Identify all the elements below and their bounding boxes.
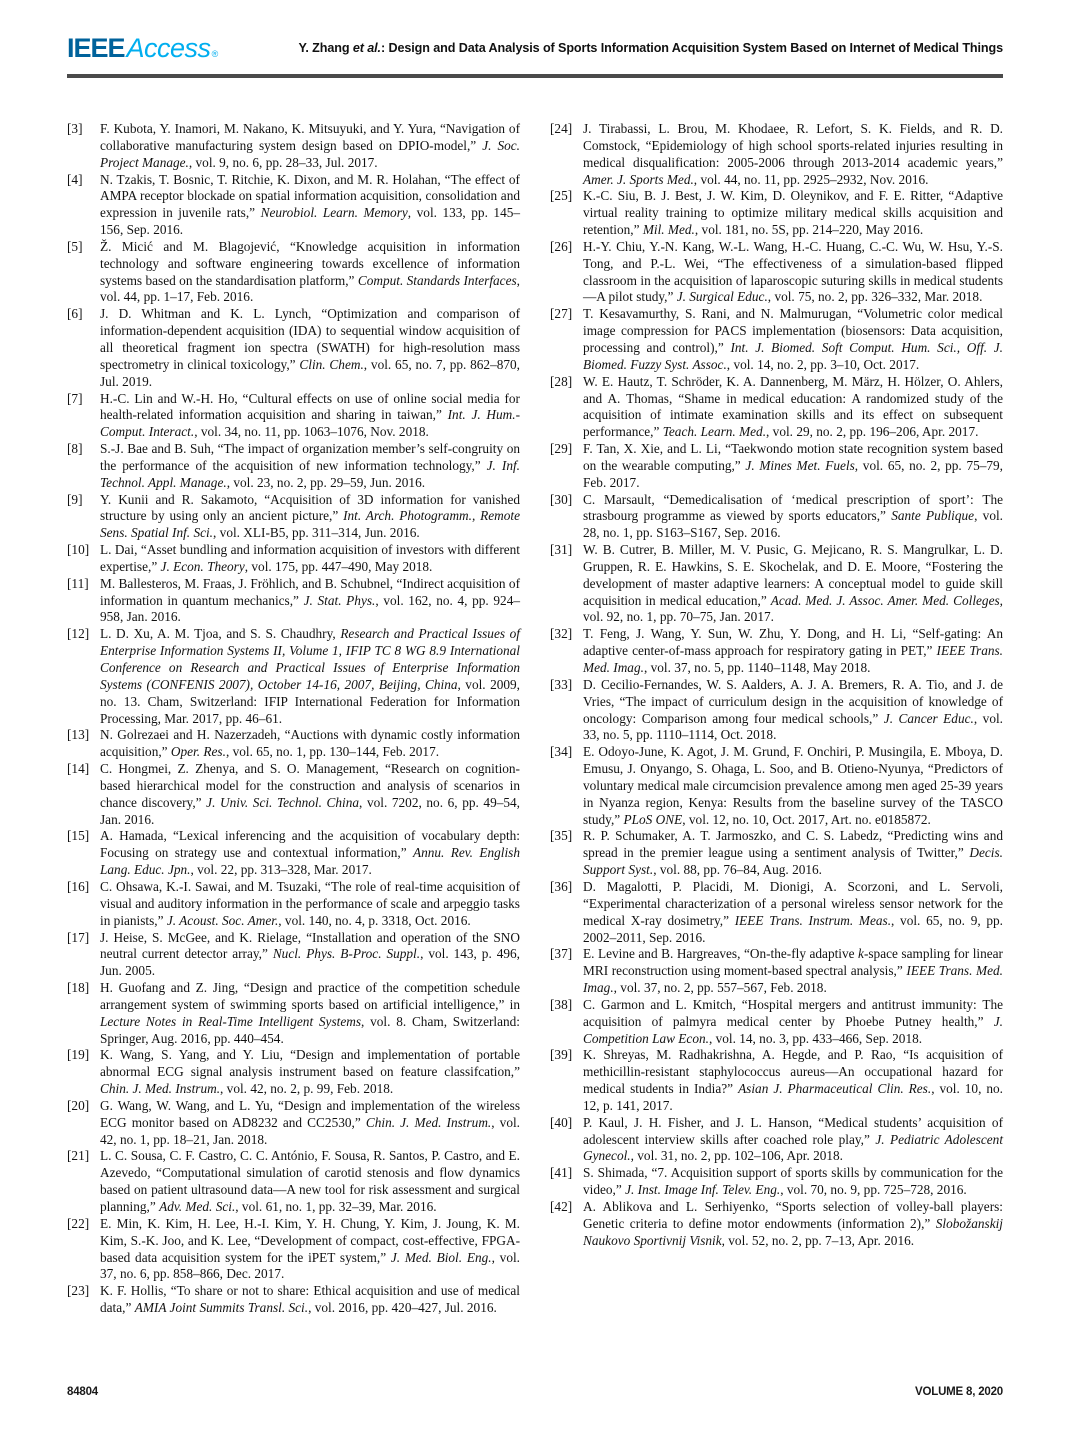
reference-item (67, 1098, 520, 1149)
reference-number: [35] (550, 828, 573, 844)
reference-item (67, 441, 520, 492)
reference-text: J. Heise, S. McGee, and K. Rielage, “Installation and operation of the SNO neutral current detector array,” Nucl. Phys. B-Proc. Suppl., vol. 143, p. 496, Jun. 2005. (100, 929, 520, 979)
reference-number: [30] (550, 491, 573, 507)
reference-item (550, 188, 1003, 239)
reference-number: [32] (550, 626, 573, 642)
reference-item (550, 1115, 1003, 1166)
reference-item (550, 1165, 1003, 1199)
reference-item (550, 879, 1003, 946)
reference-number: [25] (550, 188, 573, 204)
reference-number: [27] (550, 306, 573, 322)
reference-text: Ž. Micić and M. Blagojević, “Knowledge acquisition in information technology and software engineering towards excellence of information systems based on the standardisation platform,” Comput. Standards Interfaces, vol. 44, pp. 1–17, Feb. 2016. (100, 238, 520, 305)
reference-item (550, 744, 1003, 828)
reference-item (550, 677, 1003, 744)
running-title-text: : Design and Data Analysis of Sports Information Acquisition System Based on Internet of Medical Things (380, 41, 1003, 55)
reference-number: [28] (550, 373, 573, 389)
reference-text: W. B. Cutrer, B. Miller, M. V. Pusic, G. Mejicano, R. S. Mangrulkar, L. D. Gruppen, R. E. Hawkins, S. E. Skochelak, and D. E. Moore, “Fostering the development of master adaptive learners: A conceptual model to guide skill acquisition in medical education,” Acad. Med. J. Assoc. Amer. Med. Colleges, vol. 92, no. 1, pp. 70–75, Jan. 2017. (583, 542, 1003, 625)
reference-text: G. Wang, W. Wang, and L. Yu, “Design and implementation of the wireless ECG monitor based on AD8232 and CC2530,” Chin. J. Med. Instrum., vol. 42, no. 1, pp. 18–21, Jan. 2018. (100, 1097, 520, 1147)
reference-item (67, 879, 520, 930)
references-left-column (67, 121, 520, 1317)
reference-number: [39] (550, 1047, 573, 1063)
reference-item (550, 828, 1003, 879)
reference-number: [16] (67, 878, 90, 894)
reference-text: T. Kesavamurthy, S. Rani, and N. Malmurugan, “Volumetric color medical image compression for PACS implementation (biosensors: Data acquisition, processing and control),” Int. J. Biomed. Soft Comput. Hum. Sci., Off. J. Biomed. Fuzzy Syst. Assoc., vol. 14, no. 2, pp. 3–10, Oct. 2017. (583, 306, 1004, 372)
reference-item (550, 441, 1003, 492)
reference-item (67, 1283, 520, 1317)
running-title-authors: Y. Zhang (298, 41, 353, 55)
reference-number: [3] (67, 121, 83, 136)
reference-text: K.-C. Siu, B. J. Best, J. W. Kim, D. Oleynikov, and F. E. Ritter, “Adaptive virtual reality training to optimize military medical skills acquisition and retention,” Mil. Med., vol. 181, no. 5S, pp. 214–220, May 2016. (583, 188, 1003, 238)
reference-number: [13] (67, 727, 90, 743)
reference-text: L. C. Sousa, C. F. Castro, C. C. António, F. Sousa, R. Santos, P. Castro, and E. Azevedo, “Computational simulation of carotid stenosis and flow dynamics based on patient ultrasound data—A new tool for risk assessment and surgical planning,” Adv. Med. Sci., vol. 61, no. 1, pp. 32–39, Mar. 2016. (100, 1148, 520, 1214)
running-title-etal: et al. (352, 41, 381, 55)
reference-text: W. E. Hautz, T. Schröder, K. A. Dannenberg, M. März, H. Hölzer, O. Ahlers, and A. Thomas, “Shame in medical education: A randomized study of the acquisition of intimate examination skills and its effect on subsequent performance,” Teach. Learn. Med., vol. 29, no. 2, pp. 196–206, Apr. 2017. (583, 373, 1003, 440)
reference-text: N. Golrezaei and H. Nazerzadeh, “Auctions with dynamic costly information acquisition,” Oper. Res., vol. 65, no. 1, pp. 130–144, Feb. 2017. (100, 727, 520, 760)
page-footer (67, 1386, 1003, 1398)
reference-text: K. Wang, S. Yang, and Y. Liu, “Design and implementation of portable abnormal ECG signal analysis instrument based on feature classifcation,” Chin. J. Med. Instrum., vol. 42, no. 2, p. 99, Feb. 2018. (100, 1047, 520, 1097)
reference-text: E. Min, K. Kim, H. Lee, H.-I. Kim, Y. H. Chung, Y. Kim, J. Joung, K. M. Kim, S.-K. Joo, and K. Lee, “Development of compact, cost-effective, FPGA-based data acquisition system for the iPET system,” J. Med. Biol. Eng., vol. 37, no. 6, pp. 858–866, Dec. 2017. (100, 1215, 520, 1282)
reference-item (67, 761, 520, 828)
reference-number: [17] (67, 929, 90, 945)
reference-text: C. Marsault, “Demedicalisation of ‘medical prescription of sport’: The strasbourg programme as viewed by sports educators,” Sante Publique, vol. 28, no. 1, pp. S163–S167, Sep. 2016. (583, 491, 1003, 541)
reference-text: H.-Y. Chiu, Y.-N. Kang, W.-L. Wang, H.-C. Huang, C.-C. Wu, W. Hsu, Y.-S. Tong, and P.-L. Wei, “The effectiveness of a simulation-based flipped classroom in the acquisition of laparoscopic suturing skills in medical students—A pilot study,” J. Surgical Educ., vol. 75, no. 2, pp. 326–332, Mar. 2018. (583, 238, 1003, 305)
reference-item (67, 1047, 520, 1098)
reference-text: C. Ohsawa, K.-I. Sawai, and M. Tsuzaki, “The role of real-time acquisition of visual and auditory information in the performance of scale and arpeggio tasks in pianists,” J. Acoust. Soc. Amer., vol. 140, no. 4, p. 3318, Oct. 2016. (100, 878, 520, 928)
reference-text: K. F. Hollis, “To share or not to share: Ethical acquisition and use of medical data,” AMIA Joint Summits Transl. Sci., vol. 2016, pp. 420–427, Jul. 2016. (100, 1283, 520, 1316)
reference-text: F. Tan, X. Xie, and L. Li, “Taekwondo motion state recognition system based on the wearable computing,” J. Mines Met. Fuels, vol. 65, no. 2, pp. 75–79, Feb. 2017. (583, 441, 1004, 490)
reference-text: H.-C. Lin and W.-H. Ho, “Cultural effects on use of online social media for health-related information acquisition and sharing in taiwan,” Int. J. Hum.-Comput. Interact., vol. 34, no. 11, pp. 1063–1076, Nov. 2018. (100, 390, 520, 440)
reference-item (550, 121, 1003, 188)
reference-item (550, 997, 1003, 1048)
reference-text: D. Cecilio-Fernandes, W. S. Aalders, A. J. A. Bremers, R. A. Tio, and J. de Vries, “The impact of curriculum design in the acquisition of knowledge of oncology: Comparison among four medical schools,” J. Cancer Educ., vol. 33, no. 5, pp. 1110–1114, Oct. 2018. (583, 676, 1003, 743)
reference-item (67, 1216, 520, 1283)
reference-item (67, 576, 520, 627)
reference-item (67, 121, 520, 172)
reference-text: R. P. Schumaker, A. T. Jarmoszko, and C. S. Labedz, “Predicting wins and spread in the premier league using a sentiment analysis of Twitter,” Decis. Support Syst., vol. 88, pp. 76–84, Aug. 2016. (583, 828, 1003, 878)
page-number: 84804 (67, 1386, 98, 1398)
reference-number: [31] (550, 542, 573, 558)
reference-number: [22] (67, 1215, 90, 1231)
reference-item (550, 946, 1003, 997)
reference-number: [38] (550, 996, 573, 1012)
volume-info: VOLUME 8, 2020 (915, 1386, 1003, 1398)
reference-number: [10] (67, 542, 90, 558)
reference-number: [19] (67, 1047, 90, 1063)
reference-text: A. Ablikova and L. Serhiyenko, “Sports selection of volley-ball players: Genetic criteria to define motor endowments (information 2),” Slobožanskij Naukovo Sportivnij Visnik, vol. 52, no. 2, pp. 7–13, Apr. 2016. (583, 1199, 1003, 1248)
reference-text: J. D. Whitman and K. L. Lynch, “Optimization and comparison of information-dependent acquisition (IDA) to sequential window acquisition of all theoretical fragment ion spectra (SWATH) for high-resolution mass spectrometry in clinical toxicology,” Clin. Chem., vol. 65, no. 7, pp. 862–870, Jul. 2019. (100, 306, 520, 389)
reference-number: [4] (67, 171, 83, 187)
registered-trademark-icon: ® (211, 48, 219, 59)
reference-text: E. Levine and B. Hargreaves, “On-the-fly adaptive k-space sampling for linear MRI reconstruction using moment-based spectral analysis,” IEEE Trans. Med. Imag., vol. 37, no. 2, pp. 557–567, Feb. 2018. (583, 946, 1003, 996)
reference-number: [5] (67, 238, 83, 254)
reference-text: C. Hongmei, Z. Zhenya, and S. O. Management, “Research on cognition-based hierarchical model for the construction and analysis of scenarios in chance discovery,” J. Univ. Sci. Technol. China, vol. 7202, no. 6, pp. 49–54, Jan. 2016. (100, 761, 520, 827)
reference-text: H. Guofang and Z. Jing, “Design and practice of the competition schedule arrangement system of swimming sports based on artificial intelligence,” in Lecture Notes in Real-Time Intelligent Systems, vol. 8. Cham, Switzerland: Springer, Aug. 2016, pp. 440–454. (100, 980, 521, 1046)
reference-item (67, 980, 520, 1047)
reference-item (67, 727, 520, 761)
reference-text: C. Garmon and L. Kmitch, “Hospital mergers and antitrust immunity: The acquisition of palmyra medical center by Phoebe Putney health,” J. Competition Law Econ., vol. 14, no. 3, pp. 433–466, Sep. 2018. (583, 996, 1003, 1046)
ieee-access-logo (67, 33, 218, 64)
reference-item (550, 239, 1003, 306)
reference-text: J. Tirabassi, L. Brou, M. Khodaee, R. Lefort, S. K. Fields, and R. D. Comstock, “Epidemiology of high school sports-related injuries resulting in medical disqualification: 2005-2006 through 2013-2014 academic years,” Amer. J. Sports Med., vol. 44, no. 11, pp. 2925–2932, Nov. 2016. (583, 121, 1003, 187)
reference-number: [40] (550, 1114, 573, 1130)
reference-number: [42] (550, 1199, 573, 1214)
reference-item (550, 492, 1003, 543)
reference-number: [7] (67, 390, 83, 406)
reference-item (550, 306, 1003, 373)
reference-item (67, 1148, 520, 1215)
reference-item (550, 1199, 1003, 1250)
ieee-logo-text: IEEE (67, 32, 125, 63)
reference-item (550, 626, 1003, 677)
reference-item (67, 828, 520, 879)
reference-item (550, 374, 1003, 441)
reference-number: [37] (550, 946, 573, 962)
reference-item (550, 542, 1003, 626)
reference-item (67, 172, 520, 239)
reference-text: F. Kubota, Y. Inamori, M. Nakano, K. Mitsuyuki, and Y. Yura, “Navigation of collaborative manufacturing system design based on DPIO-model,” J. Soc. Project Manage., vol. 9, no. 6, pp. 28–33, Jul. 2017. (100, 121, 521, 170)
reference-number: [29] (550, 441, 573, 457)
reference-number: [36] (550, 878, 573, 894)
reference-text: D. Magalotti, P. Placidi, M. Dionigi, A. Scorzoni, and L. Servoli, “Experimental characterization of a personal wireless sensor network for the medical X-ray dosimetry,” IEEE Trans. Instrum. Meas., vol. 65, no. 9, pp. 2002–2011, Sep. 2016. (583, 878, 1003, 945)
reference-number: [11] (67, 575, 89, 591)
reference-number: [14] (67, 761, 90, 777)
reference-number: [20] (67, 1097, 90, 1113)
reference-text: N. Tzakis, T. Bosnic, T. Ritchie, K. Dixon, and M. R. Holahan, “The effect of AMPA receptor blockade on spatial information acquisition, consolidation and expression in juvenile rats,” Neurobiol. Learn. Memory, vol. 133, pp. 145–156, Sep. 2016. (100, 171, 521, 238)
reference-number: [9] (67, 491, 83, 507)
running-title (298, 41, 1003, 55)
reference-text: M. Ballesteros, M. Fraas, J. Fröhlich, and B. Schubnel, “Indirect acquisition of information in quantum mechanics,” J. Stat. Phys., vol. 162, no. 4, pp. 924–958, Jan. 2016. (100, 575, 520, 625)
reference-item (67, 492, 520, 543)
reference-number: [18] (67, 980, 90, 996)
reference-number: [33] (550, 676, 573, 692)
reference-text: T. Feng, J. Wang, Y. Sun, W. Zhu, Y. Dong, and H. Li, “Self-gating: An adaptive center-of-mass approach for respiratory gating in PET,” IEEE Trans. Med. Imag., vol. 37, no. 5, pp. 1140–1148, May 2018. (583, 626, 1003, 675)
reference-number: [8] (67, 441, 83, 457)
reference-item (67, 930, 520, 981)
header-divider (67, 74, 1003, 78)
reference-text: E. Odoyo-June, K. Agot, J. M. Grund, F. Onchiri, P. Musingila, E. Mboya, D. Emusu, J. Onyango, S. Ohaga, L. Soo, and B. Otieno-Nyunya, “Predictors of voluntary medical male circumcision prevalence among men aged 25-39 years in Nyanza region, Kenya: Results from the baseline survey of the TASCO study,” PLoS ONE, vol. 12, no. 10, Oct. 2017, Art. no. e0185872. (583, 744, 1003, 827)
reference-text: A. Hamada, “Lexical inferencing and the acquisition of vocabulary depth: Focusing on strategy use and contextual information,” Annu. Rev. English Lang. Educ. Jpn., vol. 22, pp. 313–328, Mar. 2017. (100, 828, 520, 878)
access-logo-text: Access (126, 32, 211, 63)
reference-item (550, 1047, 1003, 1114)
reference-text: Y. Kunii and R. Sakamoto, “Acquisition of 3D information for vanished structure by using only an ancient picture,” Int. Arch. Photogramm., Remote Sens. Spatial Inf. Sci., vol. XLI-B5, pp. 311–314, Jun. 2016. (100, 491, 520, 541)
reference-text: L. D. Xu, A. M. Tjoa, and S. S. Chaudhry, Research and Practical Issues of Enterprise Information Systems II, Volume 1, IFIP TC 8 WG 8.9 International Conference on Research and Practical Issues of Enterprise Information Systems (CONFENIS 2007), October 14-16, 2007, Beijing, China, vol. 2009, no. 13. Cham, Switzerland: IFIP International Federation for Information Processing, Mar. 2017, pp. 46–61. (100, 626, 520, 726)
page-header (67, 26, 1003, 70)
reference-number: [6] (67, 306, 83, 322)
reference-item (67, 626, 520, 727)
reference-text: L. Dai, “Asset bundling and information acquisition of investors with different expertise,” J. Econ. Theory, vol. 175, pp. 447–490, May 2018. (100, 542, 520, 574)
reference-number: [24] (550, 121, 573, 136)
reference-item (67, 306, 520, 390)
reference-text: S.-J. Bae and B. Suh, “The impact of organization member’s self-congruity on the performance of the acquisition of new information technology,” J. Inf. Technol. Appl. Manage., vol. 23, no. 2, pp. 29–59, Jun. 2016. (100, 441, 520, 490)
reference-item (67, 239, 520, 306)
reference-text: S. Shimada, “7. Acquisition support of sports skills by communication for the video,” J. Inst. Image Inf. Telev. Eng., vol. 70, no. 9, pp. 725–728, 2016. (583, 1165, 1003, 1198)
reference-number: [12] (67, 626, 90, 642)
reference-text: K. Shreyas, M. Radhakrishna, A. Hegde, and P. Rao, “Is acquisition of methicillin-resistant staphylococcus aureus—An occupational hazard for medical students in India?” Asian J. Pharmaceutical Clin. Res., vol. 10, no. 12, p. 141, 2017. (583, 1047, 1004, 1113)
references-section (67, 121, 1003, 1317)
reference-item (67, 391, 520, 442)
reference-number: [41] (550, 1165, 573, 1181)
reference-text: P. Kaul, J. H. Fisher, and J. L. Hanson, “Medical students’ acquisition of adolescent interview skills after coached role play,” J. Pediatric Adolescent Gynecol., vol. 31, no. 2, pp. 102–106, Apr. 2018. (583, 1114, 1004, 1164)
reference-item (67, 542, 520, 576)
reference-number: [34] (550, 744, 573, 760)
reference-number: [26] (550, 238, 573, 254)
reference-number: [21] (67, 1148, 90, 1164)
reference-number: [15] (67, 828, 90, 844)
reference-number: [23] (67, 1283, 90, 1299)
references-right-column (550, 121, 1003, 1317)
